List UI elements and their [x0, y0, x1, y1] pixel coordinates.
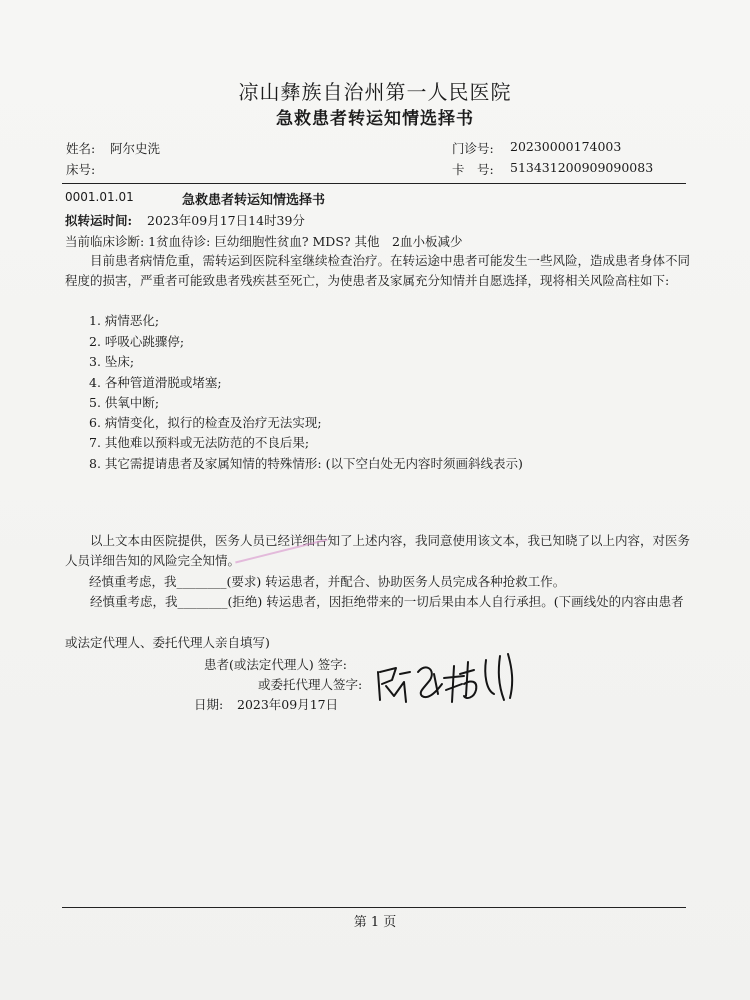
risk-item: 4. 各种管道滑脱或堵塞;: [89, 375, 222, 390]
risk-item: 2. 呼吸心跳骤停;: [89, 334, 185, 349]
footer-divider: [62, 907, 686, 908]
diagnosis: 当前临床诊断: 1贫血待诊: 巨幼细胞性贫血? MDS? 其他 2血小板减少: [65, 234, 463, 249]
date-label: 日期:: [194, 697, 224, 712]
risk-item: 6. 病情变化，拟行的检查及治疗无法实现;: [89, 415, 322, 430]
clinic-number: 20230000174003: [510, 139, 622, 154]
agree-line: 经慎重考虑，我________(要求) 转运患者，并配合、协助医务人员完成各种抢救工作。: [89, 574, 566, 589]
risk-item: 5. 供氧中断;: [89, 395, 160, 410]
form-code: 0001.01.01: [65, 190, 134, 204]
refuse-line-continued: 或法定代理人、委托代理人亲自填写): [65, 635, 270, 650]
risk-item: 7. 其他难以预料或无法防范的不良后果;: [89, 435, 310, 450]
document-title: 急救患者转运知情选择书: [276, 109, 474, 129]
form-title: 急救患者转运知情选择书: [182, 193, 326, 208]
hospital-name: 凉山彝族自治州第一人民医院: [238, 80, 512, 104]
handwritten-signature: [374, 650, 524, 712]
agent-signature-label: 或委托代理人签字:: [258, 677, 363, 692]
transfer-time: 2023年09月17日14时39分: [147, 213, 305, 228]
name-label: 姓名:: [66, 141, 96, 156]
patient-name: 阿尔史洗: [110, 141, 161, 156]
risk-item: 8. 其它需提请患者及家属知情的特殊情形: (以下空白处无内容时须画斜线表示): [89, 456, 523, 471]
transfer-time-label: 拟转运时间:: [65, 213, 133, 228]
header-divider: [62, 183, 686, 184]
refuse-line: 经慎重考虑，我________(拒绝) 转运患者，因拒绝带来的一切后果由本人自行承担。(下画线处的内容由患者: [90, 594, 684, 609]
clinic-label: 门诊号:: [452, 141, 494, 156]
intro-paragraph: 目前患者病情危重，需转运到医院科室继续检查治疗。在转运途中患者可能发生一些风险，造成患者身体不同程度的损害，严重者可能致患者残疾甚至死亡，为使患者及家属充分知情并自愿选择，现将相关风险高柱如下:: [65, 253, 691, 288]
bed-label: 床号:: [66, 162, 96, 177]
consent-paragraph: 以上文本由医院提供，医务人员已经详细告知了上述内容，我同意使用该文本，我已知晓了以上内容，对医务人员详细告知的风险完全知情。: [65, 533, 691, 568]
risk-item: 1. 病情恶化;: [89, 313, 160, 328]
risk-item: 3. 坠床;: [89, 354, 135, 369]
patient-signature-label: 患者(或法定代理人) 签字:: [204, 657, 347, 672]
sign-date: 2023年09月17日: [237, 697, 339, 712]
card-label: 卡 号:: [452, 162, 494, 177]
page-number: 第 1 页: [353, 915, 397, 930]
card-number: 513431200909090083: [510, 160, 654, 175]
